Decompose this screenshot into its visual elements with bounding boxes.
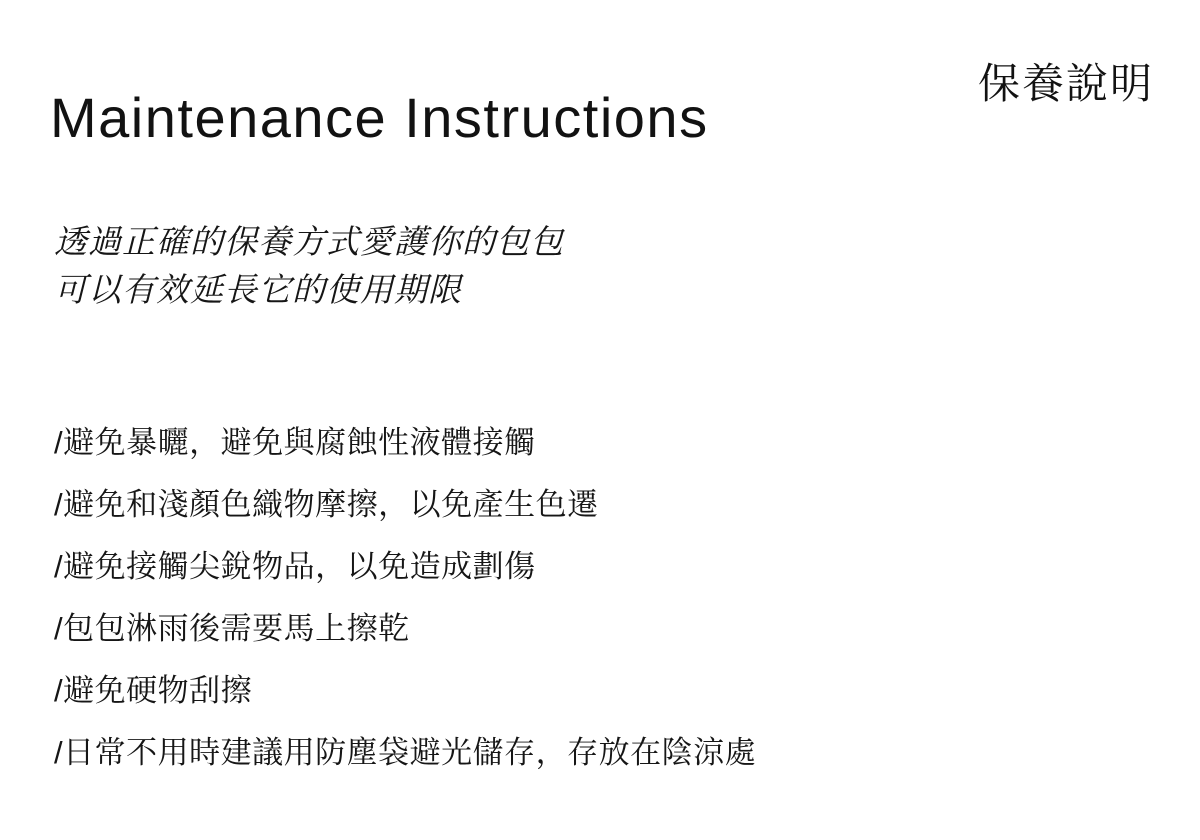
intro-line-1: 透過正確的保養方式愛護你的包包 (54, 223, 564, 260)
list-item: /包包淋雨後需要馬上擦乾 (54, 611, 410, 646)
list-item: /日常不用時建議用防塵袋避光儲存，存放在陰涼處 (54, 735, 757, 770)
intro-text (54, 218, 564, 314)
list-item: /避免硬物刮擦 (54, 673, 253, 708)
page-title: Maintenance Instructions (50, 85, 709, 149)
list-item: /避免和淺顏色織物摩擦，以免產生色遷 (54, 487, 599, 522)
instruction-list (54, 412, 756, 784)
page-title-chinese: 保養說明 (977, 60, 1154, 107)
list-item: /避免接觸尖銳物品，以免造成劃傷 (54, 549, 536, 584)
list-item: /避免暴曬，避免與腐蝕性液體接觸 (54, 425, 536, 460)
intro-line-2: 可以有效延長它的使用期限 (54, 271, 462, 308)
